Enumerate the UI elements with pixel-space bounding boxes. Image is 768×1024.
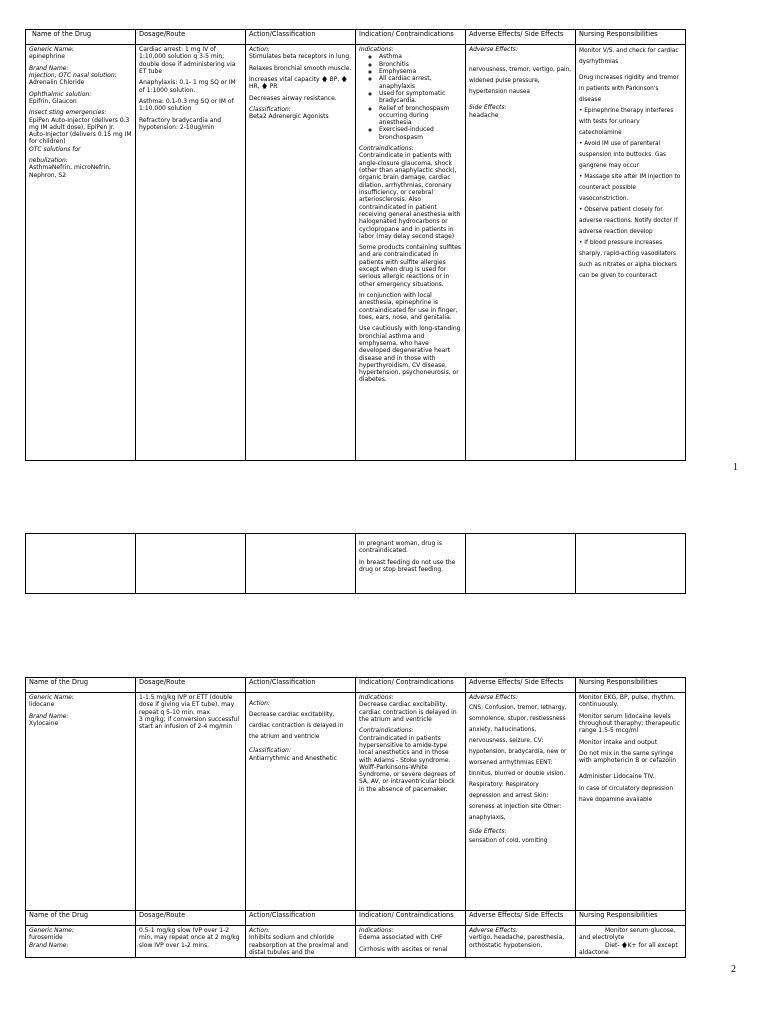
generic-name: epinephrine — [29, 53, 65, 61]
classification-value: Antiarrythmic and Anesthetic — [249, 754, 337, 762]
header-name: Name of the Drug — [26, 911, 136, 926]
header-dosage: Dosage/Route — [136, 30, 246, 45]
side-effects-label: Side Effects: — [469, 104, 507, 112]
action-cell — [246, 926, 356, 958]
list-item: ◦ Relief of bronchospasm occurring during anesthesia — [379, 105, 462, 127]
action-cell — [246, 45, 356, 461]
adverse-label: Adverse Effects: — [469, 46, 518, 53]
empty-cell — [246, 534, 356, 594]
action-item: Increases vital capacity 🡅 BP, 🡅 HR, 🡅 PR — [249, 75, 348, 91]
nursing-bullet: • Massage site after IM injection to counteract possible vasoconstriction. — [579, 174, 681, 202]
brand-label: Brand Name: — [29, 64, 69, 72]
header-action: Action/Classification — [246, 678, 356, 693]
list-item: ◦ Emphysema — [379, 68, 462, 75]
dosage-anaphylaxis: Anaphylaxis: 0.1- 1 mg SQ or IM of 1:1000 solution. — [139, 79, 236, 94]
generic-label: Generic Name: — [29, 46, 74, 53]
action-label: Action: — [249, 46, 270, 53]
indications-value: Decrease cardiac excitability, cardiac contraction is delayed in the atrium and ventricle — [359, 701, 457, 723]
generic-label: Generic Name: — [29, 927, 74, 934]
header-action: Action/Classification — [246, 911, 356, 926]
insect-value: EpiPen Auto-Injector (delivers 0.3 mg IM adult dose), EpiPen Jr. Auto-Injector (delivers 0.15 mg IM for children) — [29, 116, 132, 146]
adverse-label: Adverse Effects: — [469, 694, 518, 701]
header-dosage: Dosage/Route — [136, 911, 246, 926]
side-effects-label: Side Effects: — [469, 828, 507, 836]
contraindications-value: Contraindicated in patients hypersensitive to amide-type local anesthetics and in those with Adams - Stoke syndrome. Wolff-Parkinsons-White Syndrome, or severe degrees of SA, AV, or intraventricular block in the absence of pacemaker. — [359, 734, 456, 793]
adverse-value: vertigo, headache, paresthesia, orthostatic hypotension, — [469, 934, 565, 949]
generic-label: Generic Name: — [29, 694, 74, 701]
nursing-item: In case of circulatory depression have dopamine available — [579, 785, 673, 803]
indications-label: Indications: — [359, 694, 394, 701]
brand-injection-value: Adrenalin Chloride — [29, 79, 85, 87]
dosage-value: 0.5-1 mg/kg slow IVP over 1-2 min, may repeat once at 2 mg/kg slow IVP over 1-2 mins. — [139, 927, 240, 949]
empty-cell — [26, 534, 136, 594]
action-item: Decreases airway resistance. — [249, 94, 337, 102]
dosage-cell — [136, 45, 246, 461]
page-number: 2 — [731, 964, 736, 975]
nursing-item: Drug increases rigidity and tremor in patients with Parkinson's disease — [579, 75, 679, 103]
contraindications-label: Contraindications: — [359, 145, 414, 153]
classification-label: Classification: — [249, 747, 291, 755]
dosage-item: 3 mg/kg; if conversion successful start an infusion of 2-4 mg/min — [139, 715, 240, 731]
adverse-label: Adverse Effects: — [469, 927, 518, 934]
dosage-bradycardia: Refractory bradycardia and hypotension: 2-10ug/min — [139, 116, 222, 131]
insect-label: Insect sting emergencies: — [29, 109, 107, 117]
header-adverse: Adverse Effects/ Side Effects — [466, 30, 576, 45]
header-adverse: Adverse Effects/ Side Effects — [466, 678, 576, 693]
drug-name-cell — [26, 926, 136, 958]
nursing-item: Monitor intake and output — [579, 738, 658, 746]
brand-name: Xylocaine — [29, 719, 59, 727]
action-value: Decrease cardiac excitability, cardiac contraction is delayed in the atrium and ventricle — [249, 712, 344, 741]
nursing-item: Administer Lidocaine TIV. — [579, 772, 655, 780]
contra-paragraph: In conjunction with local anesthesia, epinephrine is contraindicated for use in finger, toes, ears, nose, and genitalia. — [359, 292, 458, 321]
nursing-item: Diet- 🡅K+ for all except aldactone — [579, 941, 678, 956]
adverse-cell — [466, 693, 576, 911]
action-label: Action: — [249, 700, 270, 707]
side-effects-value: sensation of cold, vomiting — [469, 837, 548, 844]
generic-name: furosemide — [29, 934, 63, 942]
list-item: ◦ Exercised-induced bronchospasm — [379, 126, 462, 141]
contraindications-label: Contraindications: — [359, 727, 414, 735]
header-indication: Indication/ Contraindications — [356, 30, 466, 45]
empty-cell — [466, 534, 576, 594]
pregnancy-note: In pregnant woman, drug is contraindicated. — [359, 540, 442, 555]
contra-paragraph: Use cautiously with long-standing bronchial asthma and emphysema, who have developed degenerative heart disease and in those with hyperthyroidism, CV disease, hypertension, psychoneurosis, or diabetes. — [359, 325, 461, 384]
nursing-bullet: • Epinephrine therapy interferes with tests for urinary catecholamine — [579, 108, 674, 136]
header-nursing: Nursing Responsibilities — [576, 911, 686, 926]
header-nursing: Nursing Responsibilities — [576, 678, 686, 693]
dosage-cell — [136, 693, 246, 911]
ophthalmic-value: Epifrin, Glaucon — [29, 97, 77, 105]
otc-label: OTC solutions for — [29, 145, 81, 153]
indication-cell — [356, 534, 466, 594]
indication-item: Edema associated with CHF — [359, 934, 443, 942]
classification-value: Beta2 Adrenergic Agonists — [249, 113, 329, 121]
ophthalmic-label: Ophthalmic solution: — [29, 90, 92, 98]
brand-label: Brand Name: — [29, 712, 69, 720]
page-number: 1 — [733, 462, 738, 473]
nebulization-value: AsthmaNefrin, microNefrin, Nephron, S2 — [29, 164, 111, 179]
nursing-item: Monitor serum lidocaine levels throughout theraphy; therapeutic range 1.5-5 mcg/ml — [579, 712, 681, 735]
nursing-bullet: • Observe patient closely for adverse reactions. Notify doctor if adverse reaction develop — [579, 207, 678, 235]
header-indication: Indication/ Contraindications — [356, 911, 466, 926]
list-item: ◦ Bronchitis — [379, 61, 462, 68]
brand-injection-label: Injection, OTC nasal solution: — [29, 71, 117, 79]
empty-cell — [136, 534, 246, 594]
header-name: Name of the Drug — [26, 30, 136, 45]
nursing-bullet: • Avoid IM use of parenteral suspension into buttocks. Gas gangrene may occur — [579, 141, 667, 169]
list-item: ◦ Used for symptomatic bradycardia. — [379, 90, 462, 105]
classification-label: Classification: — [249, 105, 291, 113]
empty-cell — [576, 534, 686, 594]
nursing-cell — [576, 926, 686, 958]
indications-list — [359, 53, 462, 141]
dosage-asthma: Asthma: 0.1-0.3 mg SQ or IM of 1:10,000 solution — [139, 97, 234, 113]
nebulization-label: nebulization: — [29, 157, 68, 165]
adverse-value: nervousness, tremor, vertigo, pain, widened pulse pressure, hypertension nausea — [469, 67, 572, 96]
indication-cell — [356, 926, 466, 958]
drug-name-cell — [26, 693, 136, 911]
action-value: Inhibits sodium and chloride reabsorption at the proximal and distal tubules and the — [249, 934, 348, 956]
list-item: ◦ Asthma — [379, 53, 462, 60]
lidocaine-table — [25, 677, 686, 958]
header-action: Action/Classification — [246, 30, 356, 45]
adverse-cell — [466, 926, 576, 958]
breastfeeding-note: In breast feeding do not use the drug or stop breast feeding. — [359, 558, 456, 573]
generic-name: lidocane — [29, 701, 55, 709]
header-dosage: Dosage/Route — [136, 678, 246, 693]
nursing-item: Monitor V/S. and check for cardiac dysrhythmias — [579, 48, 679, 65]
nursing-item: Do not mix in the same syringe with amphotericin B or cefazolin — [579, 749, 677, 765]
header-nursing: Nursing Responsibilities — [576, 30, 686, 45]
nursing-item: Monitor serum glucose, and electrolyte — [579, 927, 676, 942]
nursing-item: Monitor EKG, BP, pulse, rhythm, continuously. — [579, 694, 675, 709]
indications-label: Indications: — [359, 927, 394, 934]
indication-cell — [356, 693, 466, 911]
contra-paragraph: Contraindicate in patients with angle-closure glaucoma, shock (other than anaphylactic shock), organic brain damage, cardiac dilation, arrhythmias, coronary insufficiency, or cerebral arteriosclerosis. Also contraindicated in patient receiving general anesthesia with halogenated hydrocarbons or cyclopropane and in patients in labor (may delay second stage) — [359, 152, 461, 240]
header-adverse: Adverse Effects/ Side Effects — [466, 911, 576, 926]
action-label: Action: — [249, 927, 270, 934]
adverse-cell — [466, 45, 576, 461]
header-indication: Indication/ Contraindications — [356, 678, 466, 693]
indication-item: Cirrhosis with ascites or renal — [359, 945, 448, 953]
header-name: Name of the Drug — [26, 678, 136, 693]
nursing-bullet: • If blood pressure increases sharply, rapid-acting vasodilators such as nitrates or alpha blockers can be given to counteract — [579, 240, 677, 279]
adverse-value: CNS: Confusion, tremor, lethargy, somnolence, stupor, restlessness anxiety, hallucinations, nervousness, seizure. CV: hypotension, bradycardia, new or worsened arrhythmias EENT: tinnitus, blurred or double vision. Respiratory: Respiratory depression and arrest Skin: soreness at injection site Other: anaphylaxis, — [469, 705, 567, 822]
dosage-cell — [136, 926, 246, 958]
action-item: Stimulates beta receptors in lung. — [249, 53, 352, 61]
contra-paragraph: Some products containing sulfites and are contraindicated in patients with sulfite allergies except when drug is used for serious allergic reactions or in other emergency situations. — [359, 244, 462, 288]
action-item: Relaxes bronchial smooth muscle. — [249, 64, 352, 72]
dosage-cardiac-arrest: Cardiac arrest: 1 mg IV of 1:10,000 solution q 3-5 min; double dose if administering via ET tube — [139, 46, 236, 75]
indication-cell — [356, 45, 466, 461]
list-item: ◦ All cardiac arrest, anaphylaxis — [379, 75, 462, 90]
drug-name-cell — [26, 45, 136, 461]
epinephrine-table — [25, 29, 686, 461]
indications-label: Indications: — [359, 46, 394, 53]
dosage-item: 1-1.5 mg/kg IVP or ETT (double dose if giving via ET tube), may repeat q 5-10 min. max — [139, 694, 235, 716]
action-cell — [246, 693, 356, 911]
nursing-cell — [576, 45, 686, 461]
nursing-cell — [576, 693, 686, 911]
side-effects-value: headache — [469, 111, 499, 119]
brand-label: Brand Name: — [29, 941, 69, 949]
continuation-table — [25, 533, 686, 594]
